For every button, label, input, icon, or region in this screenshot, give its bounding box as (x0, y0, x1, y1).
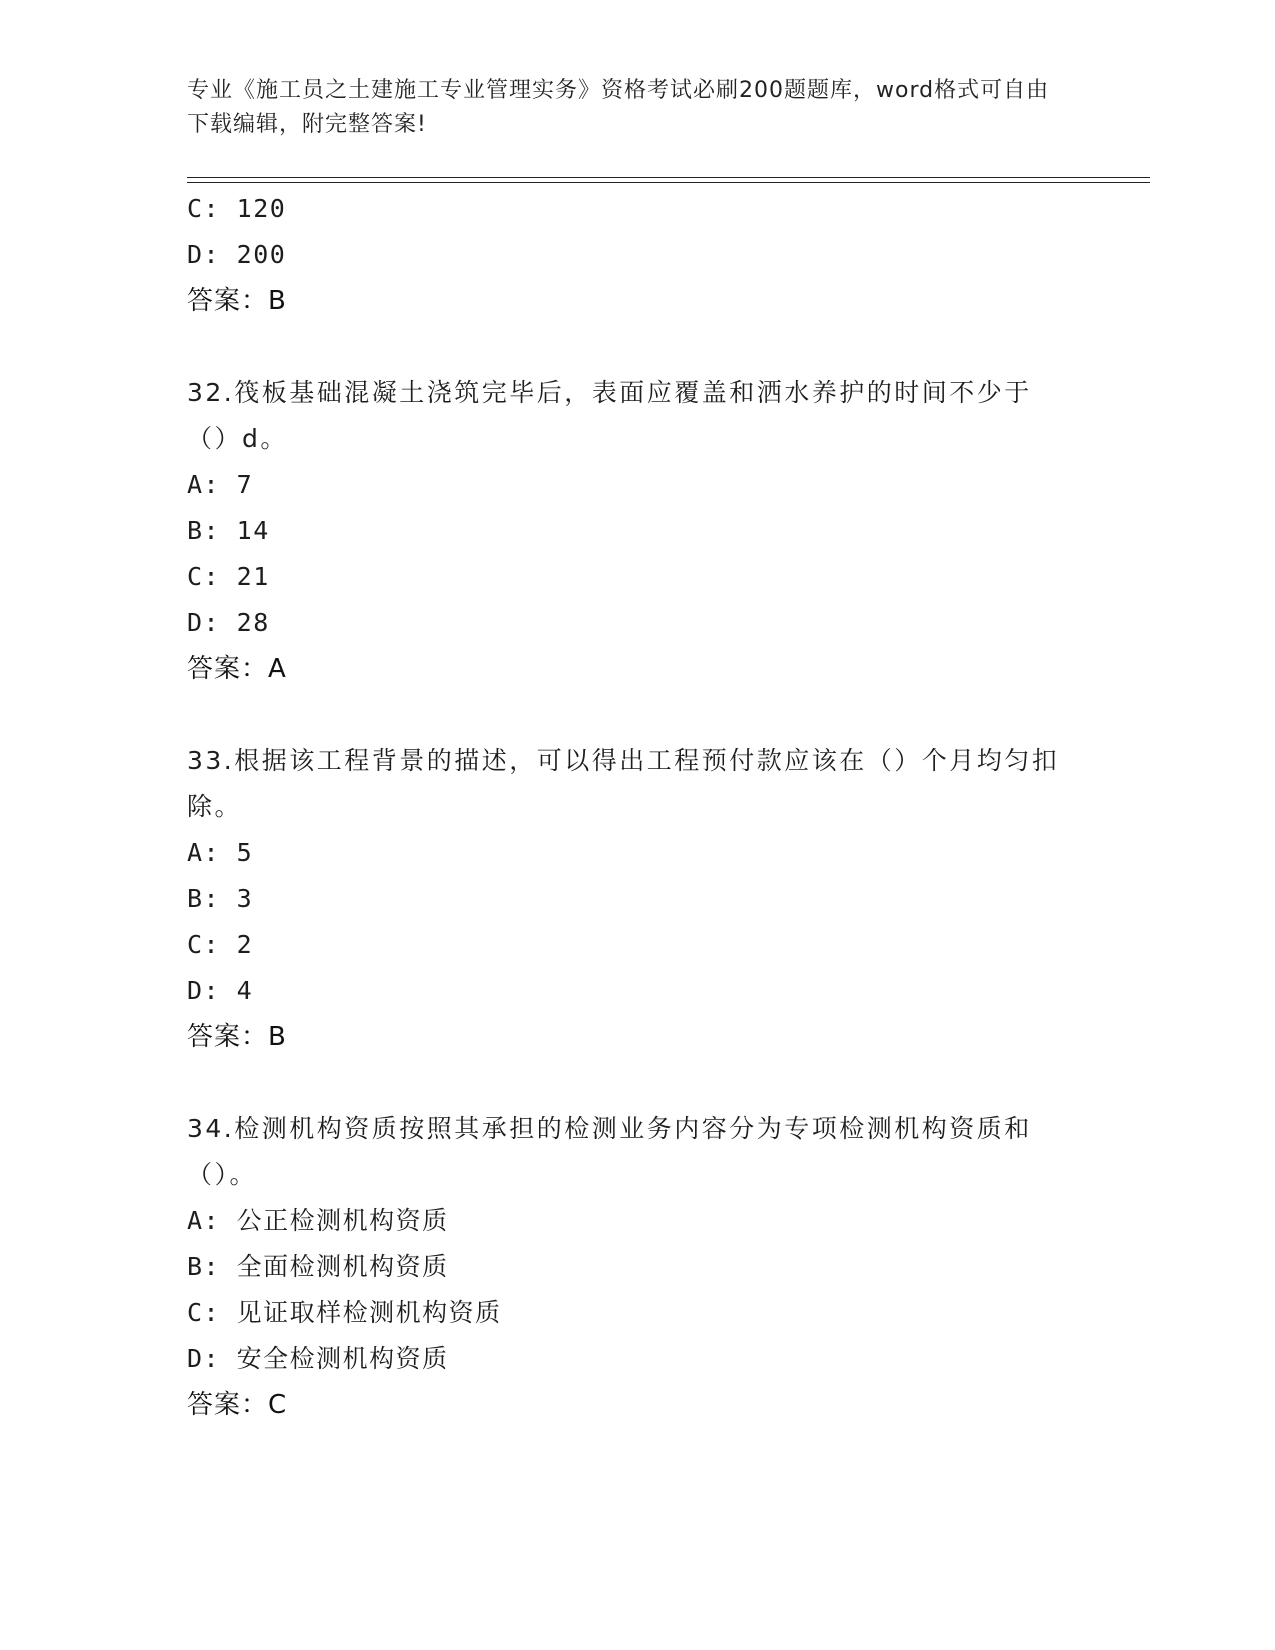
question-33-option-a: A: 5 (187, 838, 254, 867)
question-34-text: 34.检测机构资质按照其承担的检测业务内容分为专项检测机构资质和（）。 (187, 1114, 1032, 1189)
question-33-answer: 答案：B (187, 1022, 287, 1052)
question-34-option-b: B: 全面检测机构资质 (187, 1252, 449, 1281)
question-32-option-c: C: 21 (187, 562, 270, 591)
question-33-text: 33.根据该工程背景的描述，可以得出工程预付款应该在（）个月均匀扣除。 (187, 746, 1060, 821)
spacer (187, 324, 1087, 370)
question-content (187, 186, 1087, 1428)
question-34-option-d: D: 安全检测机构资质 (187, 1344, 449, 1373)
header-rule-top (187, 177, 1150, 178)
question-33-option-d: D: 4 (187, 976, 254, 1005)
question-34-option-a: A: 公正检测机构资质 (187, 1206, 449, 1235)
question-33-option-b: B: 3 (187, 884, 254, 913)
question-33-option-c: C: 2 (187, 930, 254, 959)
answer-line: 答案：B (187, 286, 287, 316)
question-32-option-a: A: 7 (187, 470, 254, 499)
question-32-answer: 答案：A (187, 654, 287, 684)
question-32-text: 32.筏板基础混凝土浇筑完毕后，表面应覆盖和洒水养护的时间不少于（）d。 (187, 378, 1032, 453)
header-rule-bottom (187, 182, 1150, 183)
option-c: C: 120 (187, 194, 287, 223)
spacer (187, 1060, 1087, 1106)
question-34-option-c: C: 见证取样检测机构资质 (187, 1298, 502, 1327)
question-32-option-d: D: 28 (187, 608, 270, 637)
spacer (187, 692, 1087, 738)
question-34-answer: 答案：C (187, 1390, 288, 1420)
question-32-option-b: B: 14 (187, 516, 270, 545)
document-header-title: 专业《施工员之土建施工专业管理实务》资格考试必刷200题题库，word格式可自由下载编辑，附完整答案! (187, 78, 1050, 137)
option-d: D: 200 (187, 240, 287, 269)
